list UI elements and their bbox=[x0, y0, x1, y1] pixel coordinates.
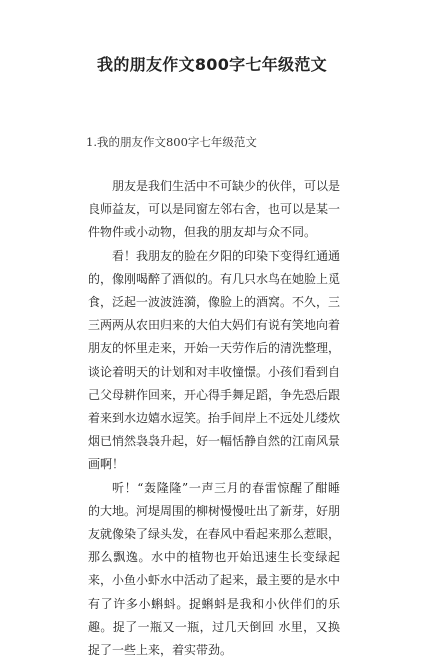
paragraph: 看！我朋友的脸在夕阳的印染下变得红通通的，像刚喝醉了酒似的。有几只水鸟在她脸上觅食，泛起一波波涟漪，像脸上的酒窝。不久，三三两两从农田归来的大伯大妈们有说有笑地向着朋友的怀里走来，开始一天劳作后的清洗整理，谈论着明天的计划和对丰收憧憬。小孩们看到自己父母耕作回来，开心得手舞足蹈，争先恐后跟着来到水边嬉水逗笑。抬手间岸上不远处儿缕炊烟已悄然袅袅升起，好一幅恬静自然的江南风景画啊！ bbox=[88, 248, 341, 472]
paragraph: 听！“轰隆隆”一声三月的春雷惊醒了酣睡的大地。河堤周围的柳树慢慢吐出了新芽，好朋友就像染了绿头发，在春风中看起来那么惹眼，那么飘逸。水中的植物也开始迅速生长变绿起来，小鱼小虾水中活动了起来，最主要的是水中有了许多小蝌蚪。捉蝌蚪是我和小伙伴们的乐趣。捉了一瓶又一瓶，过几天倒回 水里，又换捉了一些上来，着实带劲。 bbox=[88, 480, 341, 658]
paragraph: 朋友是我们生活中不可缺少的伙伴，可以是良师益友，可以是同窗左邻右舍，也可以是某一件物件或小动物，但我的朋友却与众不同。 bbox=[88, 179, 341, 240]
section-heading: 1.我的朋友作文800字七年级范文 bbox=[86, 135, 257, 149]
article-body bbox=[88, 175, 340, 662]
page-title: 我的朋友作文800字七年级范文 bbox=[97, 55, 327, 74]
